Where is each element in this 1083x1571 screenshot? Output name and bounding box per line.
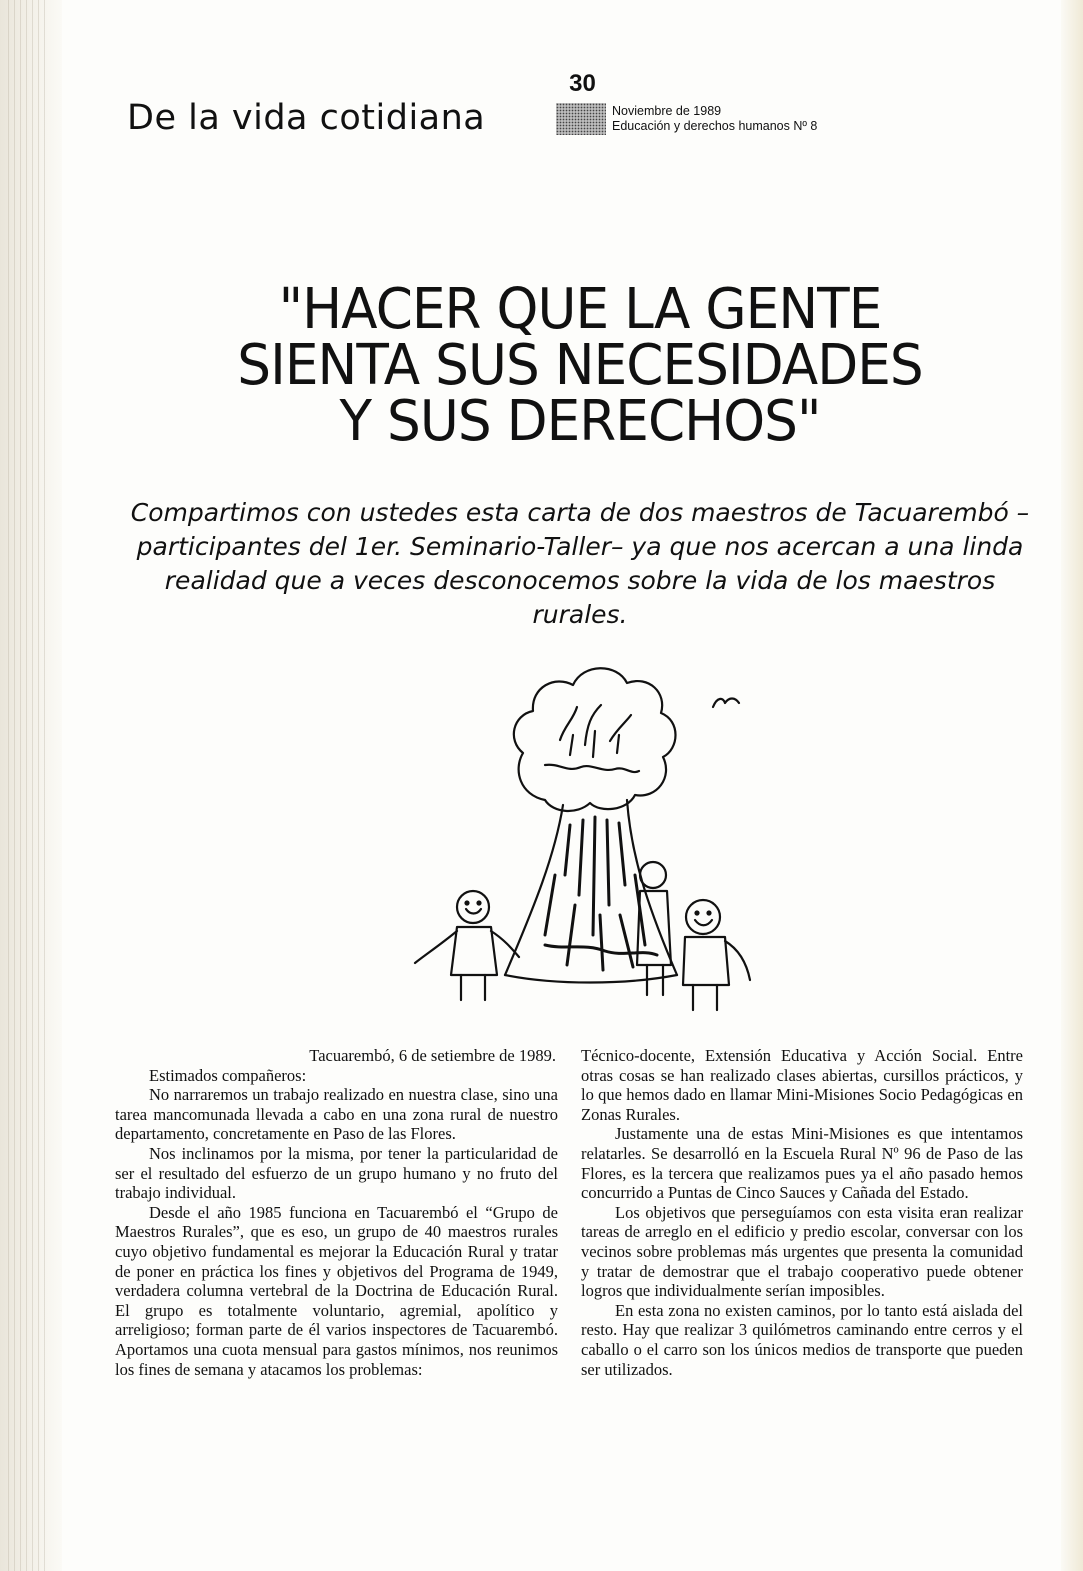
headline-line-2: SIENTA SUS NECESIDADES [237,333,923,398]
page-spine [0,0,62,1571]
article-column-right [581,1046,1023,1379]
letter-greeting: Estimados compañeros: [149,1065,307,1085]
publication-name: Educación y derechos humanos Nº 8 [612,119,818,133]
body-paragraph: Los objetivos que perseguíamos con esta visita eran realizar tareas de arreglo en el edificio y predio escolar, conversar con los vecinos sobre problemas más urgentes que presenta la comunidad y tratar de demostrar que el trabajo cooperativo puede obtener logros que individualmente serían imposibles. [581,1202,1023,1301]
body-paragraph: Justamente una de estas Mini-Misiones es que intentamos relatarles. Se desarrolló en la Escuela Rural Nº 96 de Paso de las Flores, es la tercera que realizamos pues ya el año pasado hemos concurrido a Puntas de Cinco Sauces y Cañada del Estado. [581,1124,1023,1203]
letter-dateline: Tacuarembó, 6 de setiembre de 1989. [309,1046,556,1065]
publication-info [612,104,817,134]
headline-line-3: Y SUS DERECHOS" [339,389,821,454]
article-column-left [115,1046,558,1379]
child-drawing-tree-and-people-icon [395,645,775,1025]
headline-line-1: "HACER QUE LA GENTE [278,277,882,342]
issue-date: Noviembre de 1989 [612,104,722,118]
body-paragraph: No narraremos un trabajo realizado en nuestra clase, sino una tarea mancomunada llevada a cabo en una zona rural de nuestro departamento, concretamente en Paso de las Flores. [115,1085,558,1144]
body-paragraph-continued: Técnico-docente, Extensión Educativa y Acción Social. Entre otras cosas se han realizado clases abiertas, cursillos prácticos, y lo que hemos dado en llamar Mini-Misiones Socio Pedagógicas en Zonas Rurales. [581,1046,1023,1124]
page-number: 30 [569,70,596,97]
body-paragraph: Nos inclinamos por la misma, por tener la particularidad de ser el resultado del esfuerzo de un grupo humano y no fruto del trabajo individual. [115,1143,558,1203]
body-paragraph: En esta zona no existen caminos, por lo tanto está aislada del resto. Hay que realizar 3 quilómetros caminando entre cerros y el caballo o el carro son los únicos medios de transporte que pueden ser utilizados. [581,1300,1023,1379]
body-paragraph: Desde el año 1985 funciona en Tacuarembó el “Grupo de Maestros Rurales”, que es eso, un grupo de 40 maestros rurales cuyo objetivo fundamental es mejorar la Educación Rural y tratar de poner en práctica los fines y objetivos del Programa de 1949, verdadera columna vertebral de la Doctrina de Educación Rural. El grupo es totalmente voluntario, agremial, apolítico y arreligioso; forman parte de él varios inspectores de Tacuarembó. Aportamos una cuota mensual para gastos mínimos, nos reunimos los fines de semana y atacamos los problemas: [115,1202,558,1379]
article-intro: Compartimos con ustedes esta carta de dos maestros de Tacuarembó –participantes del 1er. Seminario-Taller– ya que nos acercan a una linda realidad que a veces desconocemos sobre la vida de los maestros rurales. [130,498,1030,629]
page-stack-lines [8,0,48,1571]
page-right-edge [1061,0,1083,1571]
section-title: De la vida cotidiana [127,98,486,138]
article-headline [172,277,989,454]
halftone-box [556,103,606,135]
